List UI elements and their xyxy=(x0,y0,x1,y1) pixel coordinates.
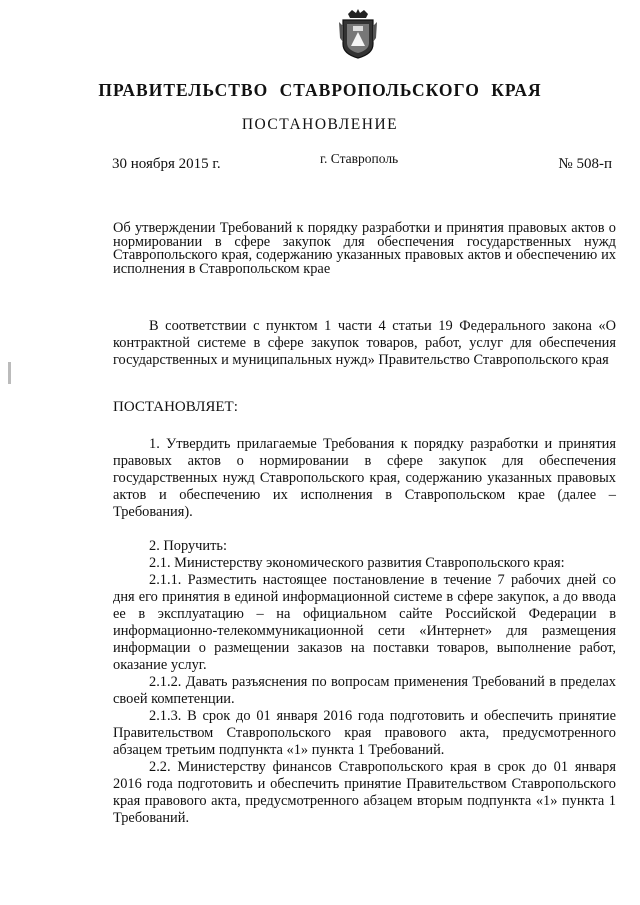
document-type: ПОСТАНОВЛЕНИЕ xyxy=(241,116,399,133)
paragraph-2-1-2: 2.1.2. Давать разъяснения по вопросам применения Требований в пределах своей компетенции. xyxy=(113,674,616,707)
decree-word: ПОСТАНОВЛЯЕТ: xyxy=(113,399,238,415)
preamble-paragraph: В соответствии с пунктом 1 части 4 статьи 19 Федерального закона «О контрактной системе в сфере закупок товаров, работ, услуг для обеспечения государственных и муниципальных нужд» Правительство Ставропольского края xyxy=(113,318,616,368)
coat-of-arms-icon xyxy=(338,8,378,60)
government-title: ПРАВИТЕЛЬСТВО СТАВРОПОЛЬСКОГО КРАЯ xyxy=(98,80,542,100)
document-title: Об утверждении Требований к порядку разработки и принятия правовых актов о нормировании в сфере закупок для обеспечения государственных нужд Ставропольского края, содержанию указанных правовых актов и обеспечению их исполнения в Ставропольском крае xyxy=(113,220,616,277)
document-date: 30 ноября 2015 г. xyxy=(112,156,221,172)
document-number: № 508-п xyxy=(558,156,612,172)
document-city: г. Ставрополь xyxy=(320,151,399,166)
paragraph-2-1: 2.1. Министерству экономического развития Ставропольского края: xyxy=(149,555,565,571)
paragraph-2: 2. Поручить: xyxy=(149,538,227,554)
paragraph-2-2: 2.2. Министерству финансов Ставропольского края в срок до 01 января 2016 года подготовить и обеспечить принятие Правительством Ставропольского края правового акта, предусмотренного абзацем вторым подпункта «1» пункта 1 Требований. xyxy=(113,759,616,826)
paragraph-2-1-1: 2.1.1. Разместить настоящее постановление в течение 7 рабочих дней со дня его принятия в единой информационной системе в сфере закупок, а до ввода ее в эксплуатацию – на официальном сайте Российской Федерации в информационно-телекоммуникационной сети «Интернет» для размещения информации о размещении заказов на поставки товаров, выполнение работ, оказание услуг. xyxy=(113,572,616,673)
paragraph-2-1-3: 2.1.3. В срок до 01 января 2016 года подготовить и обеспечить принятие Правительством Ставропольского края правового акта, предусмотренного абзацем третьим подпункта «1» пункта 1 Требований. xyxy=(113,708,616,758)
paragraph-1: 1. Утвердить прилагаемые Требования к порядку разработки и принятия правовых актов о нормировании в сфере закупок для обеспечения государственных нужд Ставропольского края, содержанию указанных правовых актов и обеспечению их исполнения в Ставропольском крае (далее – Требования). xyxy=(113,436,616,520)
scan-margin-mark xyxy=(8,362,11,384)
